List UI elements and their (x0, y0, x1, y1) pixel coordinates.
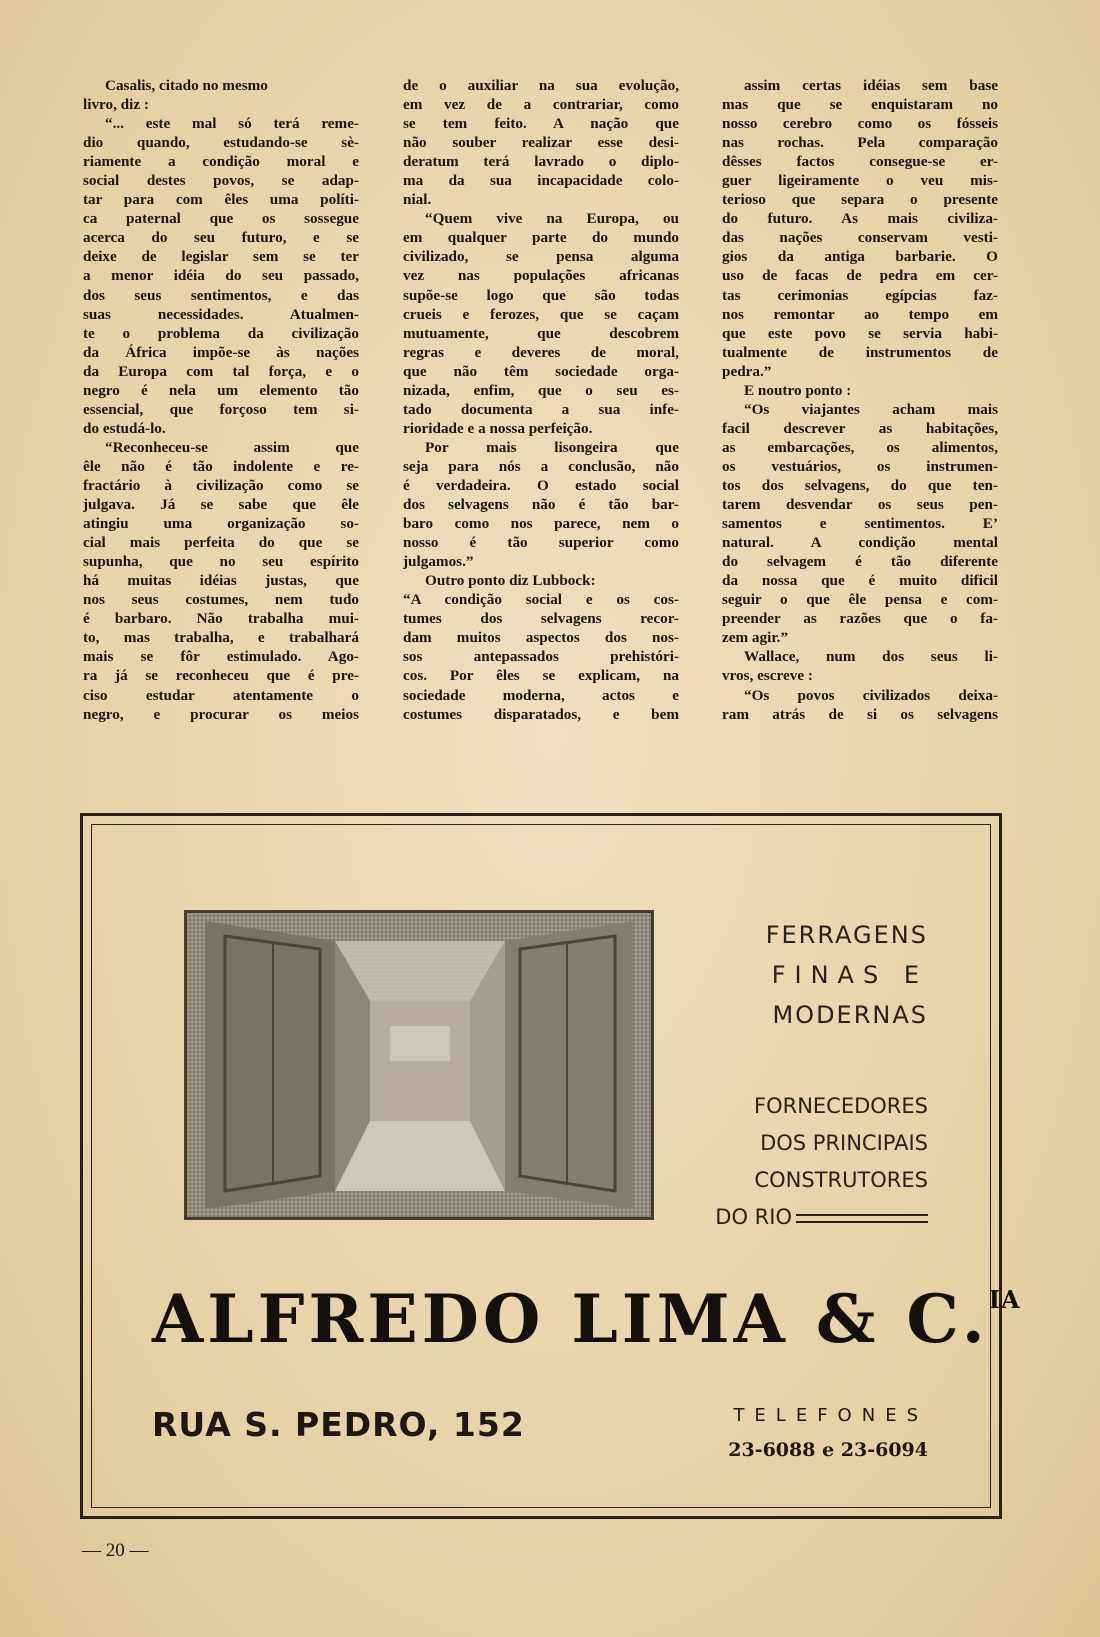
article-text-line: “... este mal só terá reme- (105, 115, 359, 133)
article-text-line: ram atrás de si os selvagens (722, 705, 998, 723)
article-text-line: nizada, enfim, que o seu es- (403, 381, 679, 399)
article-text-line: terioso que separa o presente (722, 191, 998, 209)
article-text-line: da África impõe-se às nações (83, 343, 359, 361)
article-text-line: costumes disparatados, e bem (403, 705, 679, 723)
article-text-line: em vez de a contrariar, como (403, 96, 679, 114)
article-text-line: tas cerimonias egípcias faz- (722, 286, 998, 304)
advertisement-box (80, 813, 1021, 1519)
article-text-line: regras e deveres de moral, (403, 343, 679, 361)
double-rule-divider (796, 1214, 928, 1223)
article-text-line: samentos e sentimentos. E’ (722, 515, 998, 533)
article-text-line: da nossa que é muito dificil (722, 572, 998, 590)
article-text-line: mutuamente, que descobrem (403, 324, 679, 342)
article-text-line: tumes dos selvagens recor- (403, 610, 679, 628)
article-text-line: tarem desvendar os seus pen- (722, 496, 998, 514)
article-text-line: Por mais lisongeira que (425, 438, 679, 456)
article-text-line: Outro ponto diz Lubbock: (425, 572, 596, 590)
article-text-line: “Os povos civilizados deixa- (744, 686, 998, 704)
article-text-line: crueis e ferozes, que se caçam (403, 305, 679, 323)
article-text-line: Wallace, num dos seus li- (744, 648, 998, 666)
article-text-line: Casalis, citado no mesmo (105, 77, 268, 94)
article-text-line: cos. Por êles se explicam, na (403, 667, 679, 685)
article-text-line: sociedade moderna, actos e (403, 686, 679, 704)
article-text-line: seja para nós a conclusão, não (403, 457, 679, 475)
article-text-line: facil descrever as habitações, (722, 419, 998, 437)
ad-subheading-fornecedores (648, 1088, 928, 1236)
article-text-line: se tem feito. A nação que (403, 115, 679, 133)
article-text-line: julgava. Já se sabe que êle (83, 496, 359, 514)
article-text-line: essencial, que forçoso tem si- (83, 400, 359, 418)
ad-brand-superscript: IA (988, 1285, 1021, 1314)
article-text-line: gios da antiga barbarie. O (722, 248, 998, 266)
article-text-line: de o auxiliar na sua evolução, (403, 77, 679, 94)
article-text-line: julgamos.” (403, 553, 474, 571)
article-text-line: guer ligeiramente o veu mis- (722, 172, 998, 190)
article-text-line: zem agir.” (722, 629, 789, 647)
safe-vault-illustration (185, 911, 653, 1219)
article-text-line: livro, diz : (83, 96, 149, 114)
article-text-line: mas que se enquistaram no (722, 96, 998, 114)
article-text-line: dio quando, estudando-se sè- (83, 134, 359, 152)
article-text-line: social destes povos, se adap- (83, 172, 359, 190)
ad-phones-label: TELEFONES (733, 1405, 928, 1426)
article-text-line: os vestuários, os instrumen- (722, 457, 998, 475)
article-text-line: tualmente de instrumentos de (722, 343, 998, 361)
ad-address: RUA S. PEDRO, 152 (152, 1405, 525, 1444)
article-text-line: suas necessidades. Atualmen- (83, 305, 359, 323)
article-text-line: dos seus sentimentos, e das (83, 286, 359, 304)
article-text-line: mais se fôr estimulado. Ago- (83, 648, 359, 666)
ad-heading-line: FERRAGENS (765, 921, 928, 949)
article-text-line: nosso cerebro como os fósseis (722, 115, 998, 133)
article-text-line: que não têm sociedade orga- (403, 362, 679, 380)
article-text-line: “A condição social e os cos- (403, 591, 679, 609)
article-text-line: é barbaro. Não trabalha mui- (83, 610, 359, 628)
article-text-line: nos remontar ao tempo em (722, 305, 998, 323)
article-text-line: “Reconheceu-se assim que (105, 438, 359, 456)
article-column-1 (83, 76, 359, 724)
article-text-line: deixe de legislar sem se ter (83, 248, 359, 266)
article-text-line: pedra.” (722, 362, 772, 380)
ad-heading-line: FINAS E (771, 961, 928, 989)
article-text-line: do estudá-lo. (83, 419, 166, 437)
article-text-line: tado documenta a sua infe- (403, 400, 679, 418)
article-text-line: preender as razões que o fa- (722, 610, 998, 628)
article-text-line: as embarcações, os alimentos, (722, 438, 998, 456)
ad-heading-line: MODERNAS (772, 1001, 928, 1029)
article-text-line: em qualquer parte do mundo (403, 229, 679, 247)
article-text-line: a menor idéia do seu passado, (83, 267, 359, 285)
article-text-line: nas rochas. Pela comparação (722, 134, 998, 152)
article-text-line: vros, escreve : (722, 667, 813, 685)
article-text-line: ma da sua incapacidade colo- (403, 172, 679, 190)
article-text-line: sos antepassados prehistóri- (403, 648, 679, 666)
article-text-line: do futuro. As mais civiliza- (722, 210, 998, 228)
ad-photo-open-safe (184, 910, 654, 1220)
article-text-line: natural. A condição mental (722, 534, 998, 552)
article-text-line: negro é nela um elemento tão (83, 381, 359, 399)
ad-subheading-line: DO RIO (715, 1205, 792, 1229)
article-text-line: das nações conservam vesti- (722, 229, 998, 247)
article-text-line: “Os viajantes acham mais (744, 400, 998, 418)
article-text-line: baro como nos parece, nem o (403, 515, 679, 533)
article-text-line: cial mais perfeita do que se (83, 534, 359, 552)
ad-brand-text: ALFREDO LIMA & C. (152, 1280, 989, 1358)
article-text-line: tos dos selvagens, do que ten- (722, 476, 998, 494)
article-text-line: ca paternal que os sossegue (83, 210, 359, 228)
page-number: — 20 — (82, 1540, 149, 1561)
advertisement-inner-frame (91, 824, 1021, 1508)
article-text-line: deratum terá lavrado o diplo- (403, 153, 679, 171)
article-text-line: “Quem vive na Europa, ou (425, 210, 679, 228)
article-text-line: nosso é tão superior como (403, 534, 679, 552)
article-text-line: supunha, que no seu espírito (83, 553, 359, 571)
article-text-line: assim certas idéias sem base (744, 77, 998, 94)
article-text-line: to, mas trabalha, e trabalhará (83, 629, 359, 647)
article-text-line: nial. (403, 191, 432, 209)
article-text-line: seguir o que êle pensa e com- (722, 591, 998, 609)
article-text-line: vez nas populações africanas (403, 267, 679, 285)
article-text-line: é verdadeira. O estado social (403, 476, 679, 494)
article-text-line: nos seus costumes, nem tudo (83, 591, 359, 609)
ad-subheading-line: CONSTRUTORES (754, 1168, 928, 1192)
article-text-line: que este povo se servia habi- (722, 324, 998, 342)
article-text-line: negro, e procurar os meios (83, 705, 359, 723)
article-text-line: da Europa com tal força, e o (83, 362, 359, 380)
article-text-line: dêsses factos consegue-se er- (722, 153, 998, 171)
article-text-line: não souber realizar esse desi- (403, 134, 679, 152)
ad-heading-ferragens (648, 915, 928, 1035)
article-text-line: te o problema da civilização (83, 324, 359, 342)
article-text-line: ciso estudar atentamente o (83, 686, 359, 704)
article-text-line: acerca do seu futuro, e se (83, 229, 359, 247)
article-text-line: dam muitos aspectos dos nos- (403, 629, 679, 647)
article-text-line: rioridade e a nossa perfeição. (403, 419, 593, 437)
article-text-line: ra já se reconheceu que é pre- (83, 667, 359, 685)
ad-phone-numbers: 23-6088 e 23-6094 (728, 1439, 928, 1461)
article-text-line: atingiu uma organização so- (83, 515, 359, 533)
article-text-line: êle não é tão indolente e re- (83, 457, 359, 475)
article-text-line: tar para com êles uma políti- (83, 191, 359, 209)
article-text-line: riamente a condição moral e (83, 153, 359, 171)
article-text-line: supõe-se logo que são todas (403, 286, 679, 304)
ad-subheading-line: DOS PRINCIPAIS (760, 1131, 928, 1155)
article-column-3 (722, 76, 998, 724)
article-text-line: civilizado, se pensa alguma (403, 248, 679, 266)
article-text-line: dos selvagens não é tão bar- (403, 496, 679, 514)
article-text-line: do selvagem é tão diferente (722, 553, 998, 571)
article-text-line: uso de facas de pedra em cer- (722, 267, 998, 285)
ad-brand-name (152, 1280, 1021, 1358)
article-text-line: há muitas idéias justas, que (83, 572, 359, 590)
article-text-line: fractário à civilização como se (83, 476, 359, 494)
article-column-2 (403, 76, 679, 724)
ad-subheading-line: FORNECEDORES (754, 1094, 928, 1118)
article-text-line: E noutro ponto : (744, 381, 852, 399)
